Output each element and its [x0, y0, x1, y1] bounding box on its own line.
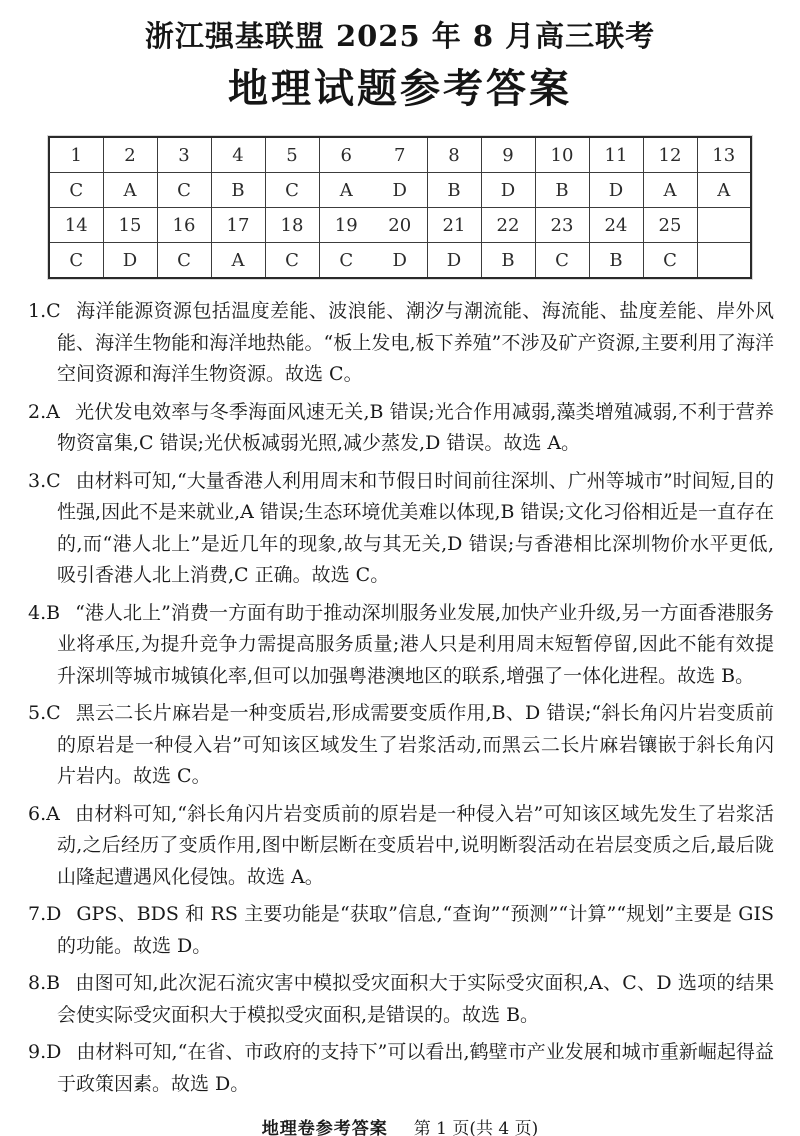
question-number-row [49, 137, 751, 173]
explanation-item [28, 466, 774, 592]
explanation-text: GPS、BDS 和 RS 主要功能是“获取”信息,“查询”“预测”“计算”“规划”主要是 GIS 的功能。故选 D。 [57, 903, 774, 957]
footer-doc-label: 地理卷参考答案 [261, 1119, 388, 1136]
answer-letter-cell: A [211, 243, 265, 279]
question-number-cell: 21 [427, 208, 481, 243]
explanation-text: 由图可知,此次泥石流灾害中模拟受灾面积大于实际受灾面积,A、C、D 选项的结果会使实际受灾面积大于模拟受灾面积,是错误的。故选 B。 [57, 972, 774, 1026]
explanation-text: “港人北上”消费一方面有助于推动深圳服务业发展,加快产业升级,另一方面香港服务业将承压,为提升竞争力需提高服务质量;港人只是利用周末短暂停留,因此不能有效提升深圳等城市城镇化率,但可以加强粤港澳地区的联系,增强了一体化进程。故选 B。 [57, 601, 774, 687]
question-number-cell: 19 [319, 208, 373, 243]
question-number-cell: 11 [589, 137, 643, 173]
question-number-cell: 13 [697, 137, 751, 173]
explanation-text: 由材料可知,“斜长角闪片岩变质前的原岩是一种侵入岩”可知该区域先发生了岩浆活动,之后经历了变质作用,图中断层断在变质岩中,说明断裂活动在岩层变质之后,最后陇山隆起遭遇风化侵蚀。故选 A。 [57, 802, 774, 888]
explanation-number: 4.B [28, 601, 61, 624]
question-number-cell: 17 [211, 208, 265, 243]
answer-letter-cell: C [157, 243, 211, 279]
explanation-text: 光伏发电效率与冬季海面风速无关,B 错误;光合作用减弱,藻类增殖减弱,不利于营养物资富集,C 错误;光伏板减弱光照,减少蒸发,D 错误。故选 A。 [57, 400, 774, 454]
question-number-cell: 6 [319, 137, 373, 173]
answer-key-table-body [49, 137, 751, 278]
explanation-item [28, 296, 774, 391]
explanation-number: 2.A [28, 400, 60, 423]
answer-key-title: 地理试题参考答案 [228, 65, 572, 112]
answer-letter-cell: C [265, 173, 319, 208]
answer-letter-cell: C [319, 243, 373, 279]
question-number-cell: 8 [427, 137, 481, 173]
answer-letter-cell: A [643, 173, 697, 208]
answer-letter-cell: C [157, 173, 211, 208]
answer-letter-cell: D [427, 243, 481, 279]
question-number-cell: 18 [265, 208, 319, 243]
question-number-cell [697, 208, 751, 243]
answer-letter-cell: B [481, 243, 535, 279]
question-number-cell: 25 [643, 208, 697, 243]
answer-letter-row [49, 173, 751, 208]
question-number-cell: 9 [481, 137, 535, 173]
answer-letter-cell: C [643, 243, 697, 279]
explanation-number: 7.D [28, 903, 62, 925]
explanation-number: 8.B [28, 972, 61, 994]
answer-letter-cell: A [103, 173, 157, 208]
answer-sheet-page [0, 14, 800, 1136]
explanation-item [28, 698, 774, 793]
explanations-list [28, 296, 774, 1100]
question-number-cell: 10 [535, 137, 589, 173]
question-number-cell: 3 [157, 137, 211, 173]
answer-letter-cell: C [49, 173, 103, 208]
answer-letter-cell: C [49, 243, 103, 279]
explanation-text: 黑云二长片麻岩是一种变质岩,形成需要变质作用,B、D 错误;“斜长角闪片岩变质前的原岩是一种侵入岩”可知该区域发生了岩浆活动,而黑云二长片麻岩镶嵌于斜长角闪片岩内。故选 C。 [57, 702, 774, 787]
answer-letter-cell [697, 243, 751, 279]
question-number-cell: 20 [373, 208, 427, 243]
explanation-item [28, 799, 774, 894]
answer-letter-row [49, 243, 751, 279]
question-number-cell: 22 [481, 208, 535, 243]
answer-letter-cell: A [697, 173, 751, 208]
explanation-number: 6.A [28, 802, 60, 825]
answer-letter-cell: D [373, 173, 427, 208]
answer-letter-cell: B [211, 173, 265, 208]
question-number-cell: 15 [103, 208, 157, 243]
explanation-item [28, 1037, 774, 1100]
question-number-row [49, 208, 751, 243]
explanation-item [28, 397, 774, 460]
explanation-number: 1.C [28, 300, 61, 322]
question-number-cell: 12 [643, 137, 697, 173]
question-number-cell: 24 [589, 208, 643, 243]
explanation-number: 3.C [28, 469, 61, 492]
explanation-number: 9.D [28, 1041, 62, 1063]
answer-letter-cell: A [319, 173, 373, 208]
answer-key-table [48, 136, 752, 279]
question-number-cell: 14 [49, 208, 103, 243]
footer-page-info: 第 1 页(共 4 页) [413, 1119, 539, 1136]
page-footer [0, 1114, 800, 1136]
question-number-cell: 23 [535, 208, 589, 243]
answer-letter-cell: D [103, 243, 157, 279]
answer-letter-cell: D [481, 173, 535, 208]
explanation-number: 5.C [28, 702, 61, 724]
explanation-text: 由材料可知,“大量香港人利用周末和节假日时间前往深圳、广州等城市”时间短,目的性强,因此不是来就业,A 错误;生态环境优美难以体现,B 错误;文化习俗相近是一直存在的,而“港人北上”是近几年的现象,故与其无关,D 错误;与香港相比深圳物价水平更低,吸引香港人北上消费,C 正确。故选 C。 [57, 469, 774, 586]
explanation-item [28, 899, 774, 962]
answer-letter-cell: D [373, 243, 427, 279]
answer-letter-cell: C [535, 243, 589, 279]
explanation-item [28, 968, 774, 1031]
explanation-text: 海洋能源资源包括温度差能、波浪能、潮汐与潮流能、海流能、盐度差能、岸外风能、海洋生物能和海洋地热能。“板上发电,板下养殖”不涉及矿产资源,主要利用了海洋空间资源和海洋生物资源。故选 C。 [57, 300, 774, 385]
question-number-cell: 16 [157, 208, 211, 243]
question-number-cell: 7 [373, 137, 427, 173]
question-number-cell: 5 [265, 137, 319, 173]
question-number-cell: 4 [211, 137, 265, 173]
explanation-text: 由材料可知,“在省、市政府的支持下”可以看出,鹤壁市产业发展和城市重新崛起得益于政策因素。故选 D。 [57, 1041, 774, 1095]
question-number-cell: 2 [103, 137, 157, 173]
question-number-cell: 1 [49, 137, 103, 173]
answer-letter-cell: D [589, 173, 643, 208]
exam-title: 浙江强基联盟 2025 年 8 月高三联考 [144, 19, 656, 53]
answer-letter-cell: B [535, 173, 589, 208]
answer-letter-cell: C [265, 243, 319, 279]
explanation-item [28, 598, 774, 693]
answer-letter-cell: B [589, 243, 643, 279]
answer-letter-cell: B [427, 173, 481, 208]
